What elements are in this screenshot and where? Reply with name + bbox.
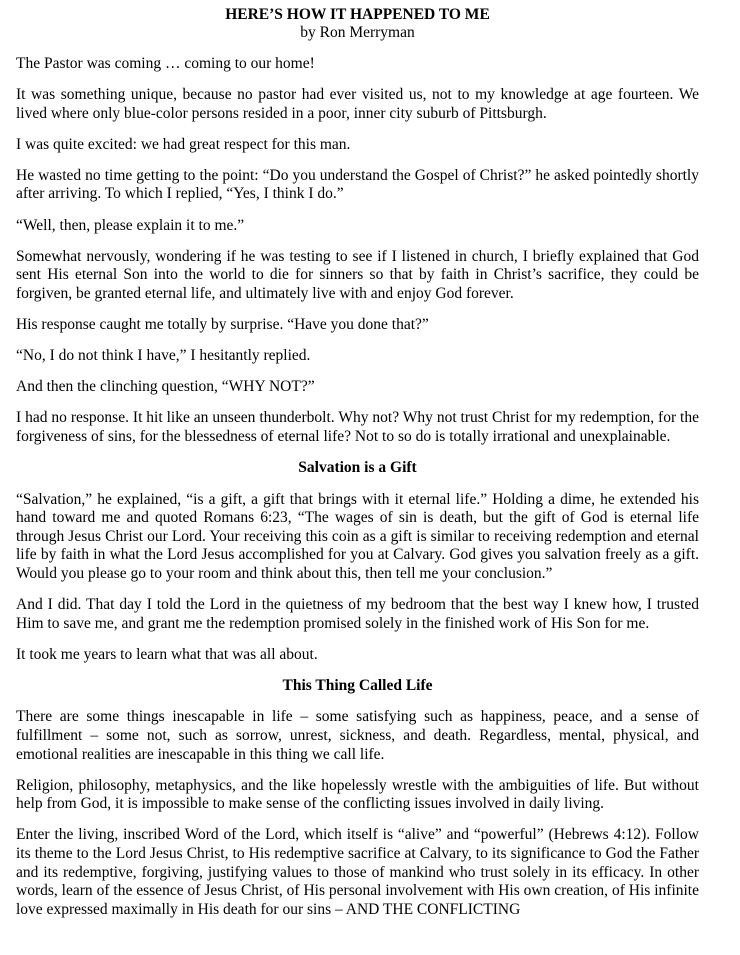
section-heading-salvation: Salvation is a Gift [298,458,417,476]
document-byline: by Ron Merryman [300,24,415,41]
intro-paragraph-9: And then the clinching question, “WHY NOT?” [16,378,315,396]
document-title: HERE’S HOW IT HAPPENED TO ME [225,6,490,23]
salvation-paragraph-3: It took me years to learn what that was all about. [16,645,318,663]
document-page [16,6,699,932]
intro-paragraph-10: I had no response. It hit like an unseen thunderbolt. Why not? Why not trust Christ for my redemption, for the forgiveness of sins, for the blessedness of eternal life? Not to so do is totally irrational and unexplainable. [16,409,699,445]
salvation-paragraph-1: “Salvation,” he explained, “is a gift, a gift that brings with it eternal life.” Holding a dime, he extended his hand toward me and quoted Romans 6:23, “The wages of sin is death, but the gift of God is eternal life through Jesus Christ our Lord. Your receiving this coin as a gift is similar to receiving redemption and eternal life by faith in what the Lord Jesus accomplished for you at Calvary. God gives you salvation freely as a gift. Would you please go to your room and think about this, then tell me your conclusion.” [16,490,699,582]
section-heading-life: This Thing Called Life [282,676,433,694]
intro-paragraph-6: Somewhat nervously, wondering if he was testing to see if I listened in church, I briefly explained that God sent His eternal Son into the world to die for sinners so that by faith in Christ’s sacrifice, they could be forgiven, be granted eternal life, and ultimately live with and enjoy God forever. [16,247,699,302]
intro-paragraph-7: His response caught me totally by surprise. “Have you done that?” [16,315,429,333]
life-paragraph-1: There are some things inescapable in life – some satisfying such as happiness, peace, and a sense of fulfillment – some not, such as sorrow, unrest, sickness, and death. Regardless, mental, physical, and emotional realities are inescapable in this thing we call life. [16,708,699,763]
intro-paragraph-5: “Well, then, please explain it to me.” [16,216,245,234]
intro-paragraph-2: It was something unique, because no pastor had ever visited us, not to my knowledge at age fourteen. We lived where only blue-color persons resided in a poor, inner city suburb of Pittsburgh. [16,86,699,122]
intro-paragraph-4: He wasted no time getting to the point: “Do you understand the Gospel of Christ?” he asked pointedly shortly after arriving. To which I replied, “Yes, I think I do.” [16,166,699,203]
life-paragraph-3: Enter the living, inscribed Word of the Lord, which itself is “alive” and “powerful” (Hebrews 4:12). Follow its theme to the Lord Jesus Christ, to His redemptive sacrifice at Calvary, to its significance to God the Father and its redemptive, forgiving, justifying values to those of mankind who trust solely in its efficacy. In other words, learn of the essence of Jesus Christ, of His personal involvement with His own creation, of His infinite love expressed maximally in His death for our sins – AND THE CONFLICTING [16,826,699,918]
intro-paragraph-8: “No, I do not think I have,” I hesitantly replied. [16,347,311,365]
intro-paragraph-1: The Pastor was coming … coming to our home! [16,55,315,72]
intro-paragraph-3: I was quite excited: we had great respect for this man. [16,135,351,153]
life-paragraph-2: Religion, philosophy, metaphysics, and the like hopelessly wrestle with the ambiguities of life. But without help from God, it is impossible to make sense of the conflicting issues involved in daily living. [16,776,699,813]
salvation-paragraph-2: And I did. That day I told the Lord in the quietness of my bedroom that the best way I knew how, I trusted Him to save me, and grant me the redemption promised solely in the finished work of His Son for me. [16,595,699,632]
